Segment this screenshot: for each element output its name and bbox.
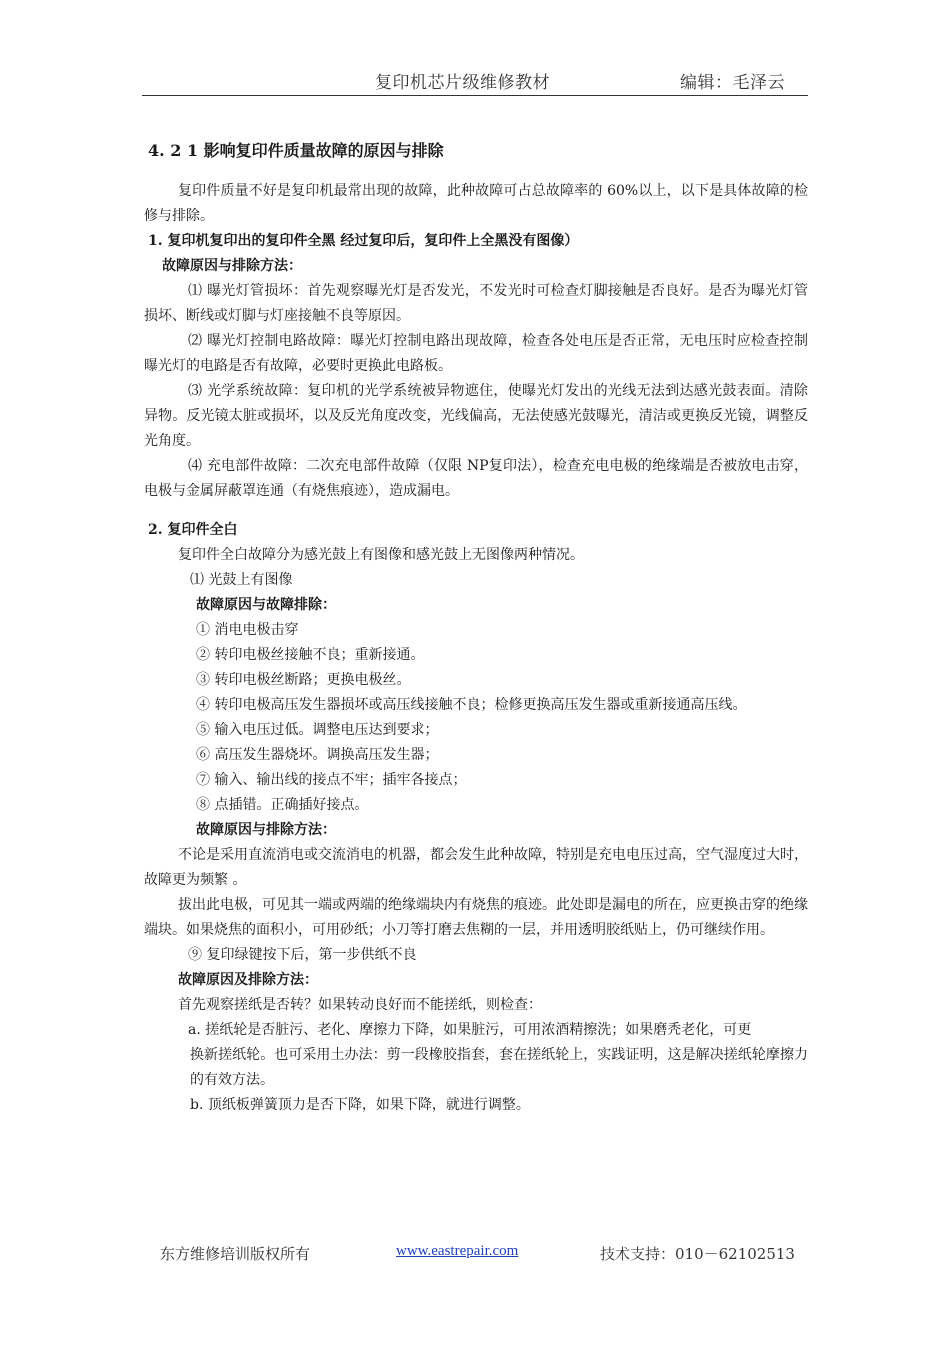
s2-paragraph-1: 不论是采用直流消电或交流消电的机器，都会发生此种故障，特别是充电电压过高，空气湿度过大时，故障更为频繁 。 xyxy=(144,847,808,888)
document-body xyxy=(144,138,808,1118)
s1-item-4: ⑷ 充电部件故障：二次充电部件故障（仅限 NP复印法），检查充电电极的绝缘端是否被放电击穿，电极与金属屏蔽罩连通（有烧焦痕迹），造成漏电。 xyxy=(144,458,808,499)
s2-item-5: ⑤ 输入电压过低。调整电压达到要求； xyxy=(196,722,439,738)
s1-item-2: ⑵ 曝光灯控制电路故障：曝光灯控制电路出现故障，检查各处电压是否正常，无电压时应检查控制曝光灯的电路是否有故障，必要时更换此电路板。 xyxy=(144,333,808,374)
footer-website-link[interactable]: www.eastrepair.com xyxy=(396,1243,519,1259)
s2-item-7: ⑦ 输入、输出线的接点不牢；插牢各接点； xyxy=(196,772,467,788)
s1-item-1: ⑴ 曝光灯管损坏：首先观察曝光灯是否发光，不发光时可检查灯脚接触是否良好。是否为曝光灯管损坏、断线或灯脚与灯座接触不良等原因。 xyxy=(144,283,808,324)
s2-sub1: ⑴ 光鼓上有图像 xyxy=(190,572,293,588)
section-spacer xyxy=(144,504,808,518)
s2-item-3: ③ 转印电极丝断路；更换电极丝。 xyxy=(196,672,411,688)
s2-item-1: ① 消电电极击穿 xyxy=(196,622,299,638)
s2-item-4: ④ 转印电极高压发生器损坏或高压线接触不良；检修更换高压发生器或重新接通高压线。 xyxy=(196,697,747,713)
intro-paragraph: 复印件质量不好是复印机最常出现的故障，此种故障可占总故障率的 60%以上，以下是具体故障的检修与排除。 xyxy=(144,183,808,224)
s2-paragraph-3: 首先观察搓纸是否转？如果转动良好而不能搓纸，则检查： xyxy=(178,997,542,1013)
s2-item-a: a. 搓纸轮是否脏污、老化、摩擦力下降，如果脏污，可用浓酒精擦洗；如果磨秃老化，可更 xyxy=(188,1022,752,1038)
header-title: 复印机芯片级维修教材 xyxy=(375,73,550,93)
s2-item-8: ⑧ 点插错。正确插好接点。 xyxy=(196,797,369,813)
s2-intro: 复印件全白故障分为感光鼓上有图像和感光鼓上无图像两种情况。 xyxy=(178,547,584,563)
section-title: 4. 2 1 影响复印件质量故障的原因与排除 xyxy=(148,141,444,160)
s2-method-label-2: 故障原因及排除方法： xyxy=(178,972,318,988)
s1-item-3: ⑶ 光学系统故障：复印机的光学系统被异物遮住，使曝光灯发出的光线无法到达感光鼓表面。清除异物。反光镜太脏或损坏，以及反光角度改变，光线偏高，无法使感光鼓曝光，清洁或更换反光镜，调整反光角度。 xyxy=(144,383,808,449)
s2-item-a-continued: 换新搓纸轮。也可采用土办法：剪一段橡胶指套，套在搓纸轮上，实践证明，这是解决搓纸轮摩擦力的有效方法。 xyxy=(190,1047,808,1088)
footer-support-phone: 技术支持：010－62102513 xyxy=(600,1245,795,1263)
s1-heading: 1. 复印机复印出的复印件全黑 经过复印后，复印件上全黑没有图像） xyxy=(148,233,579,249)
s2-heading: 2. 复印件全白 xyxy=(148,522,238,538)
s2-method-label: 故障原因与排除方法： xyxy=(196,822,336,838)
s2-item-9: ⑨ 复印绿键按下后，第一步供纸不良 xyxy=(188,947,417,963)
s2-item-6: ⑥ 高压发生器烧坏。调换高压发生器； xyxy=(196,747,439,763)
s2-cause-label: 故障原因与故障排除： xyxy=(196,597,336,613)
footer-copyright: 东方维修培训版权所有 xyxy=(160,1245,311,1263)
s1-method-label: 故障原因与排除方法： xyxy=(162,258,302,274)
header-editor: 编辑：毛泽云 xyxy=(680,73,785,93)
s2-paragraph-2: 拔出此电极，可见其一端或两端的绝缘端块内有烧焦的痕迹。此处即是漏电的所在，应更换击穿的绝缘端块。如果烧焦的面积小，可用砂纸；小刀等打磨去焦糊的一层，并用透明胶纸贴上，仍可继续作用。 xyxy=(144,897,808,938)
s2-item-2: ② 转印电极丝接触不良；重新接通。 xyxy=(196,647,425,663)
header-divider xyxy=(142,95,808,96)
s2-item-b: b. 顶纸板弹簧顶力是否下降，如果下降，就进行调整。 xyxy=(190,1097,530,1113)
